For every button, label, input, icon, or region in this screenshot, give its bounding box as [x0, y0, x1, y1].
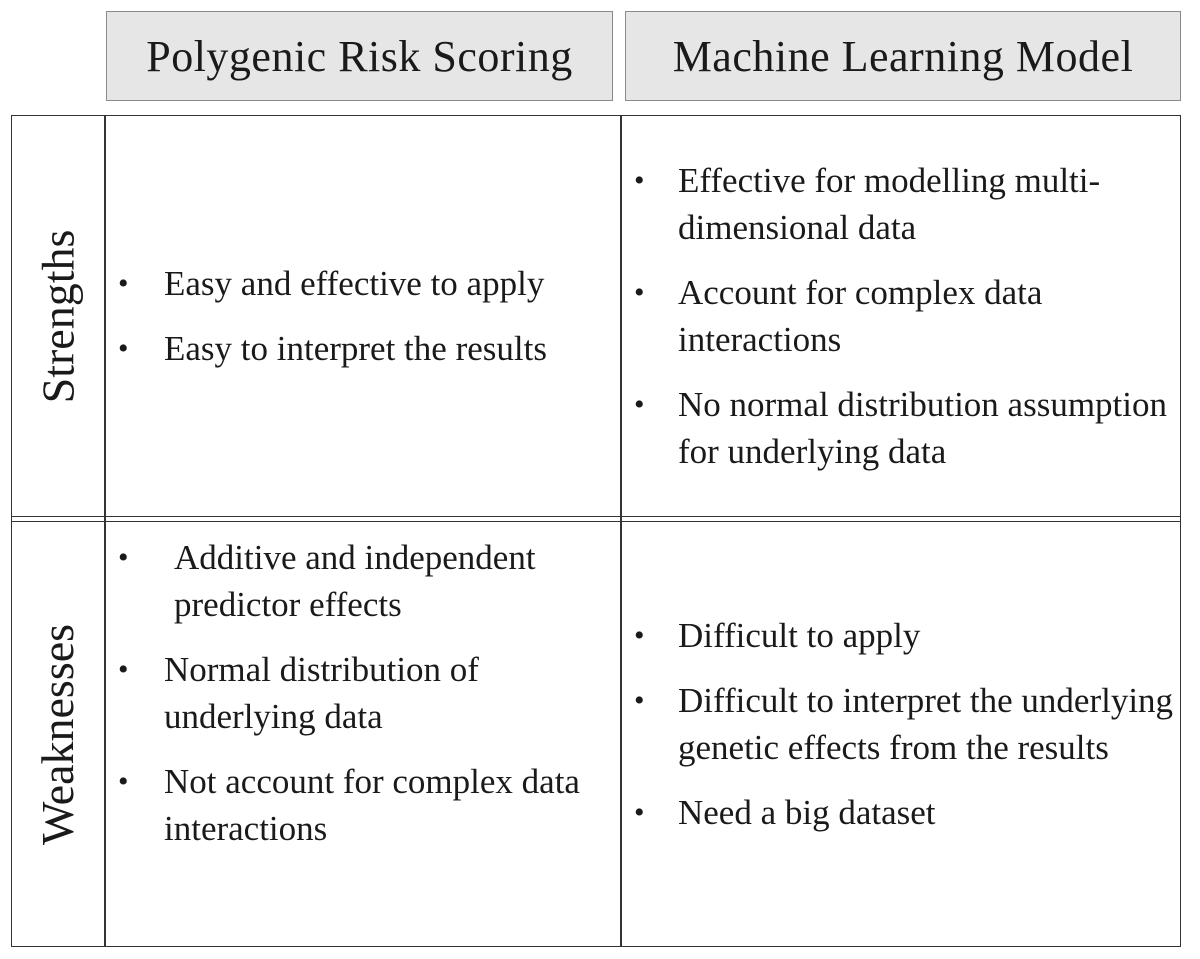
bullet-glyph: •	[118, 653, 129, 686]
bullet-glyph: •	[634, 684, 645, 717]
bullet-text: Difficult to interpret the underlying genetic effects from the results	[678, 681, 1174, 767]
bullet-list	[112, 260, 620, 372]
bullet-text: Easy and effective to apply	[164, 264, 545, 303]
bullet-item	[112, 325, 620, 372]
bullet-text: Difficult to apply	[678, 616, 921, 655]
bullet-item	[112, 260, 620, 307]
comparison-table	[11, 115, 1181, 947]
row-label-strengths-text: Strengths	[32, 229, 84, 403]
bullet-text: Account for complex data interactions	[678, 273, 1043, 359]
bullet-text: Easy to interpret the results	[164, 329, 547, 368]
bullet-text: Not account for complex data interactions	[164, 762, 580, 848]
bullet-glyph: •	[634, 164, 645, 197]
row-label-weaknesses-text: Weaknesses	[32, 623, 84, 845]
divider-vertical-label	[104, 116, 106, 946]
bullet-item	[628, 789, 1180, 836]
bullet-text: Effective for modelling multi-dimensional data	[678, 161, 1101, 247]
bullet-glyph: •	[118, 332, 129, 365]
bullet-item	[628, 677, 1180, 771]
bullet-text: Additive and independent predictor effects	[174, 538, 536, 624]
bullet-item	[628, 612, 1180, 659]
bullet-list	[112, 534, 620, 852]
cell-prs-strengths	[112, 116, 620, 516]
cell-ml-weaknesses	[628, 522, 1180, 946]
bullet-item	[628, 381, 1180, 475]
bullet-item	[112, 534, 620, 628]
bullet-item	[112, 646, 620, 740]
bullet-glyph: •	[634, 619, 645, 652]
column-header-polygenic-risk-scoring: Polygenic Risk Scoring	[106, 11, 613, 101]
bullet-glyph: •	[118, 765, 129, 798]
bullet-glyph: •	[634, 796, 645, 829]
bullet-glyph: •	[118, 267, 129, 300]
cell-prs-weaknesses	[112, 534, 620, 864]
bullet-text: Normal distribution of underlying data	[164, 650, 479, 736]
bullet-list	[628, 157, 1180, 475]
bullet-item	[628, 269, 1180, 363]
bullet-text: No normal distribution assumption for underlying data	[678, 385, 1168, 471]
bullet-glyph: •	[634, 276, 645, 309]
bullet-list	[628, 612, 1180, 836]
bullet-glyph: •	[634, 388, 645, 421]
divider-vertical-middle	[620, 116, 622, 946]
row-label-weaknesses	[12, 522, 104, 946]
bullet-text: Need a big dataset	[678, 793, 936, 832]
bullet-glyph: •	[118, 541, 129, 574]
bullet-item	[112, 758, 620, 852]
cell-ml-strengths	[628, 128, 1180, 504]
bullet-item	[628, 157, 1180, 251]
column-header-machine-learning-model: Machine Learning Model	[625, 11, 1181, 101]
row-label-strengths	[12, 116, 104, 516]
